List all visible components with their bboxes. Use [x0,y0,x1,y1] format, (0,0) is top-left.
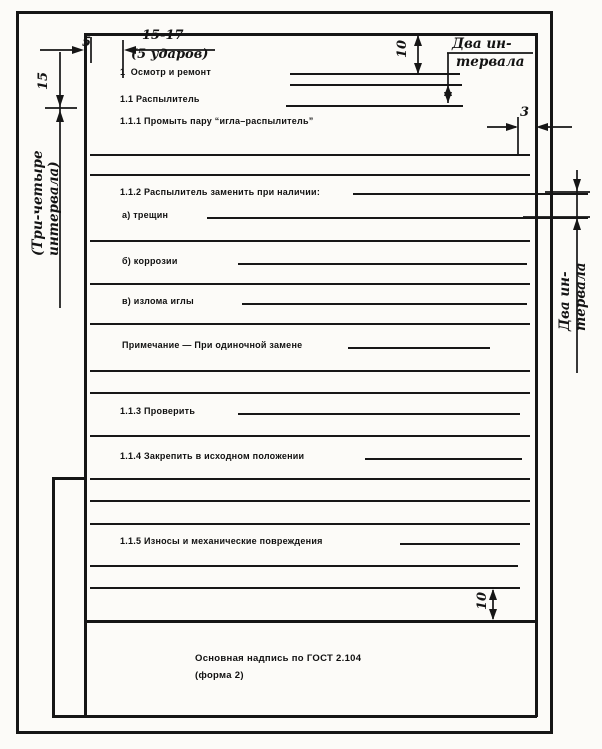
arrowhead-down-icon [489,609,497,620]
dim-label-two-intervals-top-2: тервала [456,54,525,70]
dim-label-margin5: 5 [82,35,92,50]
title-block-note-line1: Основная надпись по ГОСТ 2.104 [195,653,362,664]
doc-text-line: 1 Осмотр и ремонт [120,67,212,77]
arrowhead-down-icon [573,179,581,191]
doc-text-line: б) коррозии [122,256,178,266]
doc-text-line: а) трещин [122,210,169,220]
doc-text-line: в) излома иглы [122,296,194,306]
arrowhead-down-icon [414,63,422,74]
dim-label-bottom10: 10 [475,591,490,611]
arrowhead-down-icon [444,92,452,103]
dim-label-three-four-intervals [30,146,62,256]
title-block-note-line2: (форма 2) [195,670,244,681]
arrowhead-up-icon [414,35,422,46]
arrowhead-down-icon [56,95,64,107]
arrowhead-up-icon [573,218,581,230]
arrowhead-up-icon [56,110,64,122]
arrowhead-left-icon [536,123,548,131]
dim-label-top10: 10 [395,39,410,59]
doc-text-line: Примечание — При одиночной замене [122,340,303,350]
dim-label-two-intervals-right-line2: тервала [573,262,589,331]
arrowhead-right-icon [506,123,518,131]
doc-text-line: 1.1 Распылитель [120,94,200,104]
dim-label-indent-note: (5 ударов) [131,47,209,62]
doc-text-line: 1.1.3 Проверить [120,406,196,416]
dim-label-two-intervals-right [557,235,591,331]
dim-label-two-intervals-right-line1: Два ин- [557,271,573,331]
dim-label-two-intervals-top-1: Два ин- [452,36,512,52]
dim-label-three-four-line2: интервала) [46,161,62,256]
doc-text-line: 1.1.4 Закрепить в исходном положении [120,451,305,461]
dim-label-left15: 15 [36,71,51,91]
doc-text-line: 1.1.2 Распылитель заменить при наличии: [120,187,321,197]
doc-text-line: 1.1.1 Промыть пару “игла–распылитель” [120,116,314,126]
dim-label-right3: 3 [520,105,530,120]
dim-label-three-four-line1: (Три-четыре [30,150,46,256]
arrowhead-up-icon [489,589,497,600]
dim-label-indent: 15-17 [142,28,184,43]
doc-text-line: 1.1.5 Износы и механические повреждения [120,536,323,546]
